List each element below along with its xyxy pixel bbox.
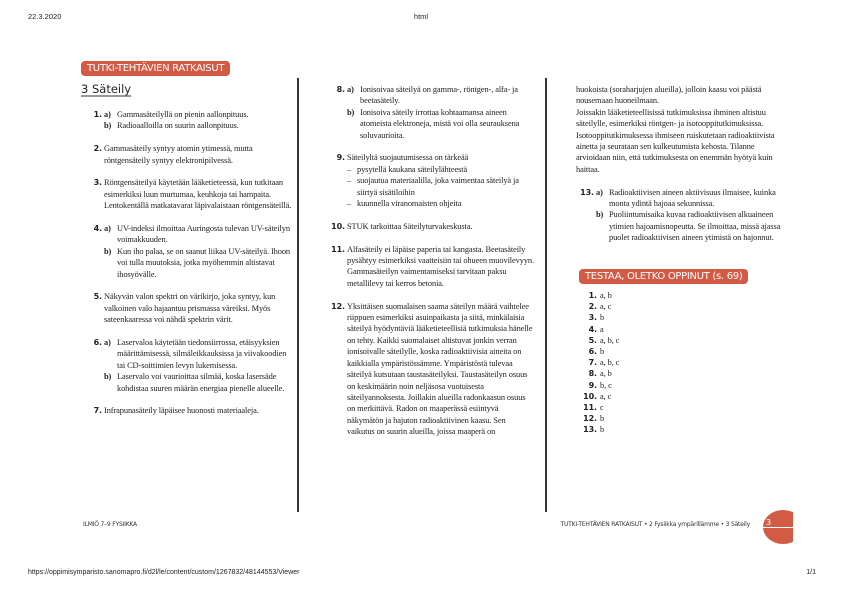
- part-label: b): [347, 107, 355, 117]
- part-label: b): [104, 121, 112, 131]
- page-number: 3: [766, 518, 772, 527]
- answer-6: [84, 337, 292, 394]
- quiz-answer: [580, 391, 786, 402]
- answer-number: 9.: [336, 153, 345, 163]
- quiz-answer-text: a, b: [600, 369, 612, 379]
- answer-number: 13.: [580, 187, 594, 197]
- quiz-answer: [580, 346, 786, 357]
- bullet-text: pysytellä kaukana säteilylähteestä: [357, 164, 468, 174]
- part-label: a): [347, 85, 354, 94]
- answer-number: 5.: [93, 292, 102, 302]
- quiz-answer-text: b: [600, 313, 605, 323]
- quiz-answer: [580, 324, 786, 335]
- answer-text: Röntgensäteilyä käytetään lääketieteessä, kun tutkitaan esimerkiksi luun murtumaa, keuhkoja tai hampaita. Lentokentällä matkatavarat läpivalaistaan röntgensäteillä.: [104, 178, 292, 211]
- part-label: b): [104, 372, 112, 382]
- part-text: Gammasäteilyllä on pienin aallonpituus.: [117, 110, 249, 119]
- quiz-answer: [580, 402, 786, 413]
- column-2: [327, 84, 535, 449]
- part-text: Ionisoivaa säteilyä on gamma-, röntgen-, alfa- ja beetasäteily.: [360, 85, 518, 106]
- answer-12: [327, 301, 535, 438]
- breadcrumb-footer: TUTKI-TEHTÄVIEN RATKAISUT • 2 Fysiikka ympärillämme • 3 Säteily: [560, 521, 750, 528]
- page-badge-line: [763, 527, 793, 528]
- answer-text: Yksittäisen suomalaisen saama säteilyn määrä vaihtelee riippuen esimerkiksi asuinpaikasta ja siitä, minkälaisia säteilyä hyödyntäviä lääketieteellisiä tutkimuksia hänelle on tehty. Kaikki suomalaiset altistuvat jonkin verran ionisoivalle säteilylle, koska radioaktiivisia aineita on kaikkialla ympäristössämme. Ympäristöstä tulevaa säteilyä kutsutaan taustasäteilyksi. Taustasäteilyn osuus on keskimäärin noin neljäsosa vuotuisesta säteilyannoksesta. Joillakin alueilla radonkaasun osuus on merkittävä. Radon on maaperässä esiintyvä näkymätön ja hajuton radioaktiivinen kaasu. Sen vaikutus on suurin alueilla, joissa maaperä on: [347, 301, 533, 437]
- quiz-answer-text: b: [600, 425, 605, 435]
- quiz-answer-text: b: [600, 414, 605, 424]
- answer-text: Infrapunasäteily läpäisee huonosti materiaaleja.: [104, 406, 259, 416]
- answer-9: [327, 152, 535, 209]
- answer-number: 1.: [93, 110, 102, 119]
- part-text: Kun iho palaa, se on saanut liikaa UV-säteilyä. Ihoon voi tulla muutoksia, jotka myöhemmin altistavat ihosyövälle.: [117, 246, 291, 279]
- part-label: b): [104, 246, 112, 256]
- quiz-answer-text: b, c: [600, 380, 612, 390]
- quiz-answer-text: a, b: [600, 291, 612, 301]
- answer-number: 10.: [331, 221, 345, 231]
- answer-part-b: [596, 209, 786, 243]
- answer-10: [327, 221, 535, 232]
- answer-12-continued: huokoista (soraharjujen alueilla), jolloin kaasu voi päästä nousemaan huoneilmaan.: [576, 85, 762, 106]
- quiz-number: 4.: [588, 324, 597, 334]
- answer-part-b: [104, 371, 292, 394]
- answer-number: 7.: [93, 406, 102, 416]
- quiz-answer-text: a, c: [600, 302, 612, 312]
- section-badge: TUTKI-TEHTÄVIEN RATKAISUT: [81, 61, 230, 76]
- quiz-number: 7.: [588, 358, 597, 368]
- chapter-title: 3 Säteily: [81, 82, 132, 96]
- dash-marker: –: [347, 176, 352, 186]
- answer-12-continued-2: Joissakin lääketieteellisissä tutkimuksissa ihminen altistuu säteilylle, esimerkiksi röntgen- ja isotooppitutkimuksissa. Isotooppitutkimuksessa ihmiseen ruiskutetaan radioaktiivista ainetta ja seurataan sen kulkeutumista kehosta. Tilanne arvioidaan niin, että tutkimuksesta on enemmän hyötyä kuin haittaa.: [576, 107, 775, 174]
- column-1: [84, 109, 292, 428]
- quiz-answer: [580, 335, 786, 346]
- answer-13: [576, 187, 786, 244]
- quiz-number: 10.: [583, 391, 597, 401]
- quiz-answer-text: c: [600, 402, 604, 412]
- answer-11: [327, 244, 535, 290]
- answer-number: 12.: [331, 301, 345, 311]
- column-divider: [545, 78, 547, 512]
- answer-number: 6.: [93, 338, 102, 348]
- bullet-text: kuunnella viranomaisten ohjeita: [357, 199, 462, 209]
- part-text: Puoliintumisaika kuvaa radioaktiivisen alkuaineen ytimien hajoamisnopeutta. Se ilmoittaa, missä ajassa puolet radioaktiivisen aineen ytimistä on hajonnut.: [609, 210, 781, 243]
- quiz-number: 3.: [588, 313, 597, 323]
- answer-part-b: [347, 107, 535, 141]
- answer-5: [84, 291, 292, 325]
- answer-number: 4.: [93, 224, 102, 234]
- quiz-number: 11.: [583, 402, 597, 412]
- part-label: a): [104, 110, 111, 119]
- quiz-answer: [580, 380, 786, 391]
- part-text: Laservalo voi vaurioittaa silmää, koska lasersäde kohdistaa suuren määrän energiaa pienelle alueelle.: [117, 372, 285, 393]
- quiz-number: 13.: [583, 425, 597, 435]
- part-text: UV-indeksi ilmoittaa Auringosta tulevan UV-säteilyn voimakkuuden.: [117, 224, 290, 245]
- answer-part-b: [104, 120, 292, 131]
- answer-text: Gammasäteily syntyy atomin ytimessä, mutta röntgensäteily syntyy elektronipilvessä.: [104, 144, 253, 165]
- answer-text: STUK tarkoittaa Säteilyturvakeskusta.: [347, 221, 473, 231]
- bullet-point: [347, 175, 535, 198]
- quiz-answer-text: a: [600, 324, 604, 334]
- answer-part-a: [104, 109, 292, 120]
- quiz-answer-text: a, b, c: [600, 335, 620, 345]
- bullet-point: [347, 164, 535, 175]
- quiz-answer: [580, 368, 786, 379]
- print-date: 22.3.2020: [28, 12, 62, 21]
- answer-number: 2.: [93, 144, 102, 154]
- quiz-number: 8.: [588, 369, 597, 379]
- quiz-answer: [580, 357, 786, 368]
- quiz-number: 6.: [588, 347, 597, 356]
- answer-part-a: [596, 187, 786, 210]
- answer-number: 11.: [331, 244, 345, 254]
- quiz-answer: [580, 290, 786, 301]
- print-title: html: [413, 12, 429, 21]
- bullet-text: suojautua materiaalilla, joka vaimentaa säteilyä ja siirtyä sisätiloihin: [357, 176, 519, 197]
- answer-2: [84, 143, 292, 166]
- quiz-answer: [580, 312, 786, 323]
- quiz-number: 12.: [583, 414, 597, 424]
- answer-text: Näkyvän valon spektri on värikirjo, joka syntyy, kun valkoinen valo hajaantuu prismassa väreiksi. Myös sateenkaaressa voi nähdä spektrin värit.: [104, 292, 276, 325]
- answer-text: Säteilyltä suojautumisessa on tärkeää: [347, 153, 469, 163]
- quiz-answer: [580, 301, 786, 312]
- answer-8: [327, 84, 535, 141]
- part-text: Radioaalloilla on suurin aallonpituus.: [117, 121, 239, 131]
- answer-3: [84, 177, 292, 211]
- answer-number: 8.: [336, 85, 345, 94]
- answer-part-a: [104, 223, 292, 246]
- book-title-footer: ILMIÖ 7–9 FYSIIKKA: [83, 521, 137, 528]
- column-3: [576, 84, 786, 436]
- print-url: https://oppimisymparisto.sanomapro.fi/d2l/le/content/custom/1267832/48144553/Viewer: [28, 569, 300, 576]
- answer-part-a: [104, 337, 292, 371]
- quiz-section-badge: TESTAA, OLETKO OPPINUT (s. 69): [579, 269, 748, 284]
- answer-part-b: [104, 246, 292, 280]
- quiz-answer: [580, 424, 786, 435]
- part-text: Ionisoiva säteily irrottaa kohtaamansa aineen atomeista elektroneja, mistä voi olla seurauksena soluvaurioita.: [360, 107, 520, 140]
- part-label: a): [104, 338, 111, 348]
- part-text: Laservaloa käytetään tiedonsiirrossa, etäisyyksien määrittämisessä, silmäleikkauksissa ja viivakoodien tai CD-soittimien levyn lukemisessa.: [117, 338, 287, 370]
- page-number-badge: [763, 510, 793, 544]
- quiz-number: 2.: [588, 302, 597, 312]
- part-label: b): [596, 210, 604, 220]
- quiz-answer-text: a, c: [600, 391, 612, 401]
- quiz-number: 1.: [588, 291, 597, 301]
- part-label: a): [596, 187, 603, 197]
- answer-7: [84, 405, 292, 416]
- quiz-answer: [580, 413, 786, 424]
- part-label: a): [104, 224, 111, 234]
- answer-number: 3.: [93, 178, 102, 188]
- quiz-answer-text: b: [600, 347, 605, 356]
- answer-part-a: [347, 84, 535, 107]
- quiz-number: 5.: [588, 335, 597, 345]
- part-text: Radioaktiivisen aineen aktiivisuus ilmaisee, kuinka monta ydintä hajoaa sekunnissa.: [609, 187, 776, 209]
- print-page-count: 1/1: [806, 569, 816, 576]
- answer-text: Alfasäteily ei läpäise paperia tai kangasta. Beetasäteily pysähtyy esimerkiksi vaatteisiin tai ohueen muovilevyyn. Gammasäteilyn vaimentamiseksi tarvitaan paksu metallilevy tai kerros betonia.: [347, 244, 534, 288]
- answer-1: [84, 109, 292, 132]
- quiz-answer-list: [576, 290, 786, 435]
- column-divider: [297, 78, 299, 512]
- quiz-number: 9.: [588, 380, 597, 390]
- bullet-point: [347, 198, 535, 209]
- answer-4: [84, 223, 292, 280]
- dash-marker: –: [347, 199, 352, 209]
- quiz-answer-text: a, b, c: [600, 358, 620, 368]
- dash-marker: –: [347, 164, 352, 174]
